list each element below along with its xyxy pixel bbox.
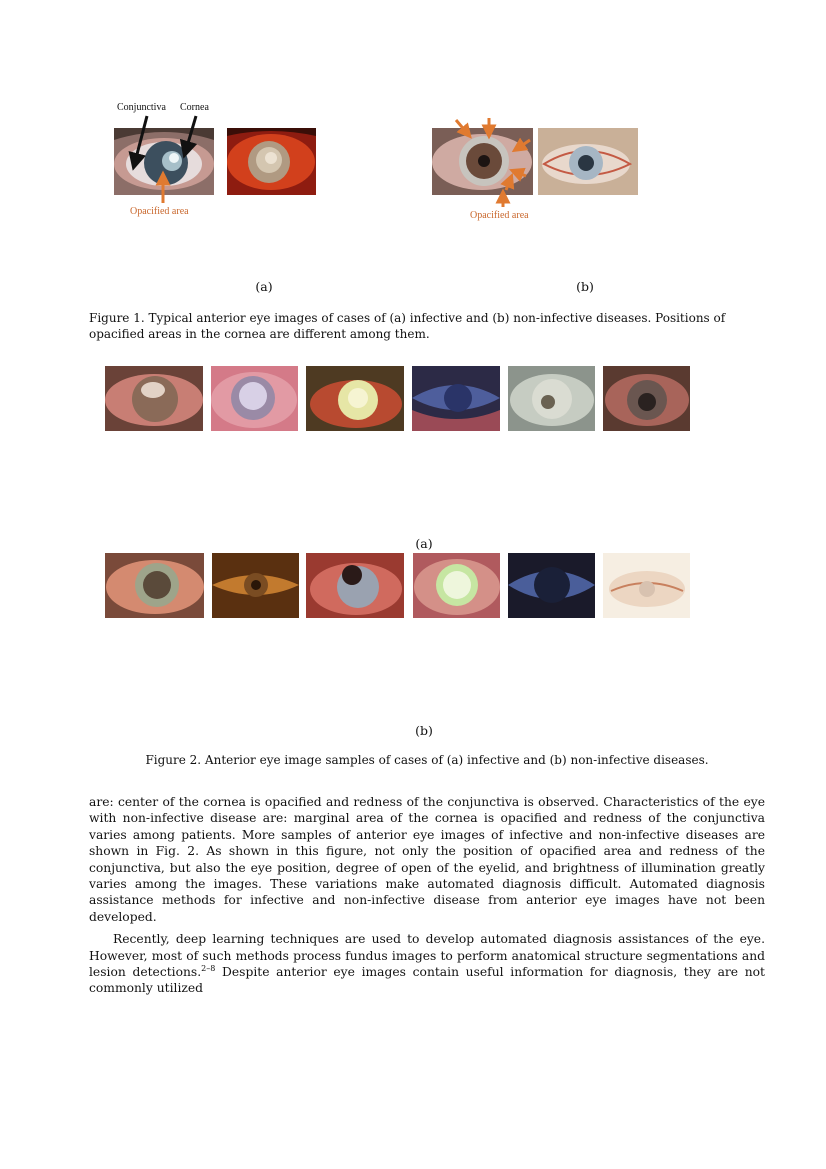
fig2a-eye-photo-3	[306, 366, 404, 431]
fig2-sublabel-a: (a)	[415, 536, 433, 551]
fig1-sublabel-a: (a)	[255, 279, 273, 294]
citation-2-8: 2–8	[201, 963, 216, 973]
cornea-label: Cornea	[180, 102, 209, 113]
fig2a-eye-photo-5	[508, 366, 595, 431]
paragraph-2-start: Recently, deep learning techniques are used to develop automated diagnosis assistances of the eye. However, most of such methods process fundus images to perform anatomical structure segmentations and lesion detections.	[89, 932, 765, 980]
fig2b-eye-photo-5	[508, 553, 595, 618]
fig2-sublabel-b: (b)	[415, 723, 433, 738]
fig2a-eye-photo-2	[211, 366, 298, 431]
paragraph-2-end: Despite anterior eye images contain useful information for diagnosis, they are not commonly utilized	[89, 965, 765, 996]
cornea-arrow	[186, 116, 196, 150]
fig2b-eye-photo-1	[105, 553, 204, 618]
body-text	[89, 794, 765, 997]
fig2b-eye-photo-3	[306, 553, 404, 618]
fig2a-eye-photo-4	[412, 366, 500, 431]
conjunctiva-label: Conjunctiva	[117, 102, 166, 113]
fig1a-opacified-label: Opacified area	[130, 206, 189, 217]
fig2b-eye-photo-4	[413, 553, 500, 618]
fig2a-eye-photo-1	[105, 366, 203, 431]
paragraph-1: are: center of the cornea is opacified and redness of the conjunctiva is observed. Characteristics of the eye with non-infective disease are: marginal area of the cornea is opacified and redness of the conjunctiva varies among patients. More samples of anterior eye images of infective and non-infective diseases are shown in Fig. 2. As shown in this figure, not only the position of opacified area and redness of the conjunctiva, but also the eye position, degree of open of the eyelid, and brightness of illumination greatly varies among the images. These variations make automated diagnosis difficult. Automated diagnosis assistance methods for infective and non-infective disease from anterior eye images have not been developed.	[89, 795, 765, 924]
figure1-caption: Figure 1. Typical anterior eye images of cases of (a) infective and (b) non-infective diseases. Positions of opacified areas in the cornea are different among them.	[89, 311, 726, 341]
fig1b-opacified-label: Opacified area	[470, 210, 529, 221]
fig1-arrows-overlay	[0, 0, 826, 230]
paragraph-2	[89, 931, 765, 997]
conjunctiva-arrow	[135, 116, 147, 162]
fig1b-opacified-arrows	[456, 118, 530, 207]
fig2a-eye-photo-6	[603, 366, 690, 431]
figure2-caption: Figure 2. Anterior eye image samples of cases of (a) infective and (b) non-infective diseases.	[145, 753, 709, 767]
fig2b-eye-photo-6	[603, 553, 690, 618]
fig1-sublabel-b: (b)	[576, 279, 594, 294]
fig2b-eye-photo-2	[212, 553, 299, 618]
